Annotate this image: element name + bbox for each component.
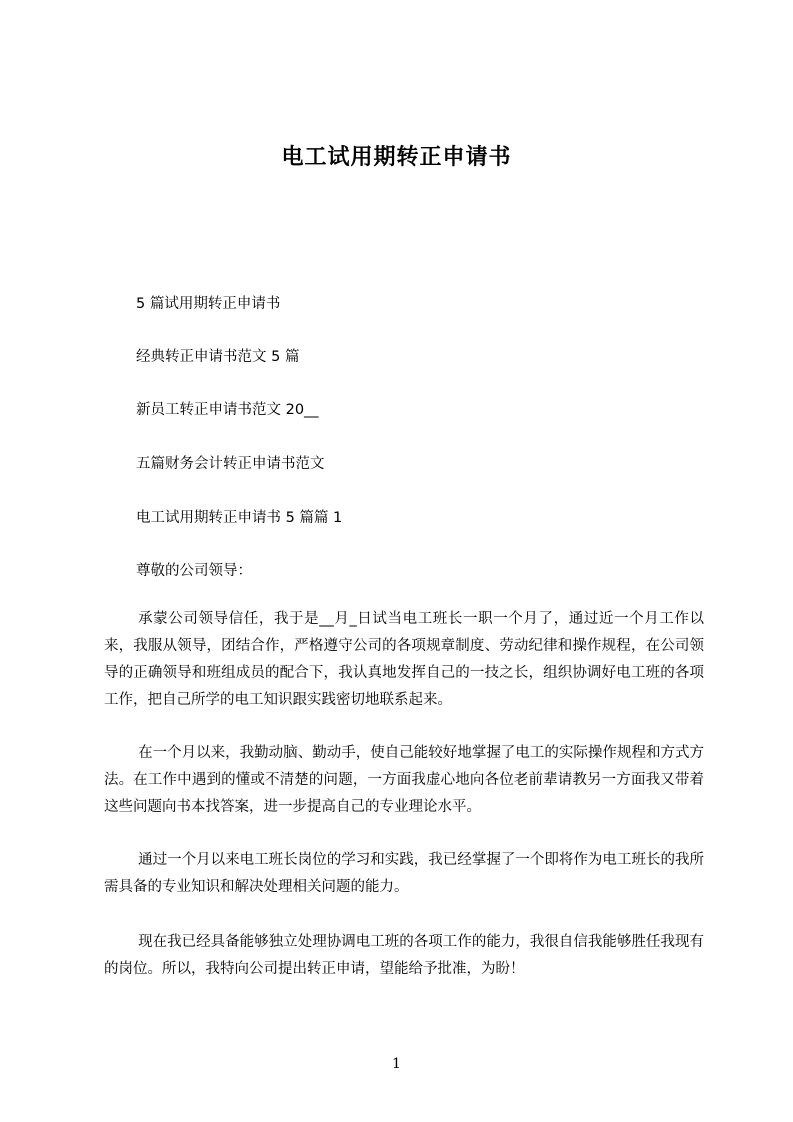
body-paragraph-2: 在一个月以来，我勤动脑、勤动手，使自己能较好地掌握了电工的实际操作规程和方式方法。在工作中遇到的懂或不清楚的问题，一方面我虚心地向各位老前辈请教另一方面我又带着这些问题向书本找答案，进一步提高自己的专业理论水平。 [104,745,704,815]
page-number: 1 [392,1056,401,1072]
body-paragraph-1: 承蒙公司领导信任，我于是__月_日试当电工班长一职一个月了，通过近一个月工作以来，我服从领导，团结合作，严格遵守公司的各项规章制度、劳动纪律和操作规程，在公司领导的正确领导和班组成员的配合下，我认真地发挥自己的一技之长，组织协调好电工班的各项工作，把自己所学的电工知识跟实践密切地联系起来。 [104,611,704,708]
body-paragraph-4: 现在我已经具备能够独立处理协调电工班的各项工作的能力，我很自信我能够胜任我现有的岗位。所以，我特向公司提出转正申请，望能给予批准，为盼！ [104,934,704,977]
salutation: 尊敬的公司领导： [136,563,252,579]
body-paragraph-3: 通过一个月以来电工班长岗位的学习和实践，我已经掌握了一个即将作为电工班长的我所需具备的专业知识和解决处理相关问题的能力。 [104,852,704,895]
section-heading: 电工试用期转正申请书 5 篇篇 1 [136,510,343,526]
toc-line-2: 经典转正申请书范文 5 篇 [136,349,300,365]
toc-line-3: 新员工转正申请书范文 20__ [136,402,319,418]
document-title: 电工试用期转正申请书 [281,145,512,170]
toc-line-1: 5 篇试用期转正申请书 [136,296,281,312]
toc-line-4: 五篇财务会计转正申请书范文 [136,456,325,472]
